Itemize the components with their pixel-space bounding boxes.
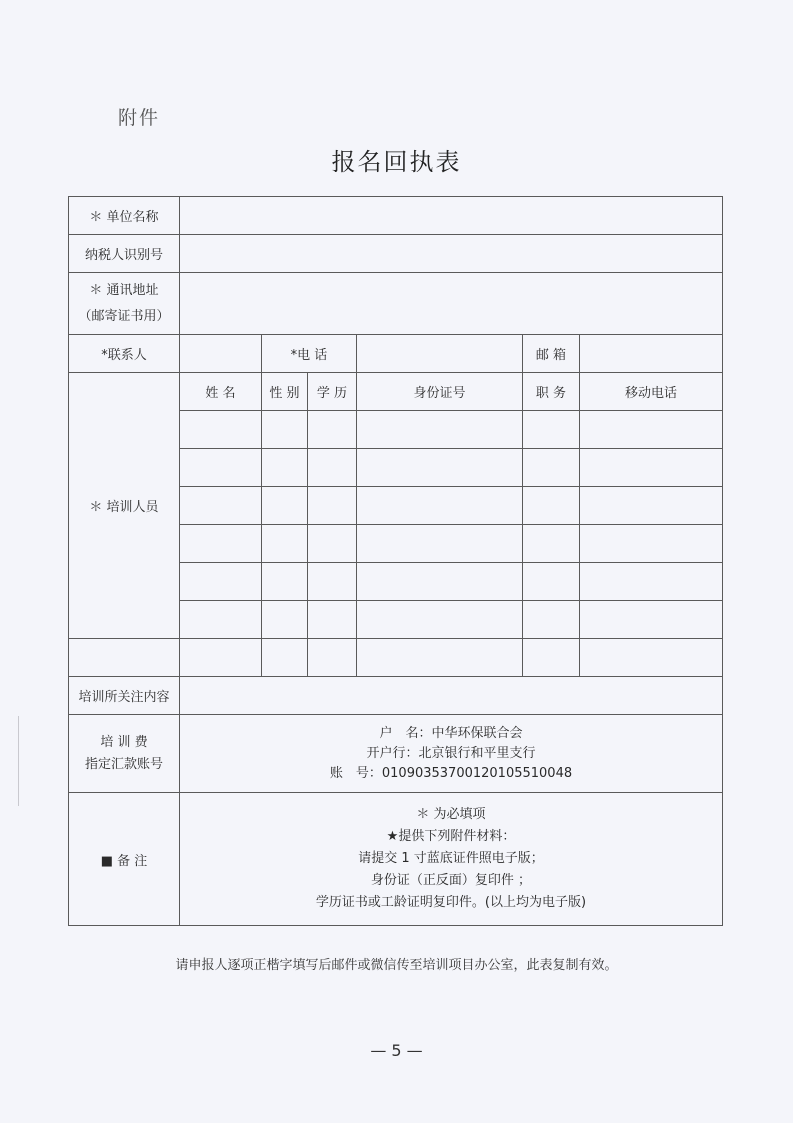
remark-materials: ★提供下列附件材料：: [386, 829, 516, 844]
row-address: [69, 273, 723, 335]
trainee-name-cell[interactable]: [180, 411, 262, 449]
trainee-gender-cell[interactable]: [262, 601, 308, 639]
trainee-position-cell[interactable]: [523, 525, 580, 563]
trainee-gender-cell[interactable]: [262, 411, 308, 449]
account-info: [180, 715, 723, 793]
account-number: 账 号：01090353700120105510048: [329, 765, 573, 781]
trainee-name-cell[interactable]: [180, 525, 262, 563]
col-header-gender: 性 别: [262, 373, 308, 411]
contact-label: *联系人: [69, 335, 180, 373]
row-taxpayer-id: [69, 235, 723, 273]
row-concerns: [69, 677, 723, 715]
trainee-education-cell[interactable]: [308, 563, 357, 601]
trainee-position-cell[interactable]: [523, 563, 580, 601]
trainees-label: ＊ 培训人员: [69, 373, 180, 639]
col-header-name: 姓 名: [180, 373, 262, 411]
remarks-label: ■ 备 注: [69, 793, 180, 926]
extra-education-cell[interactable]: [308, 639, 357, 677]
trainee-id-cell[interactable]: [357, 563, 523, 601]
row-unit-name: [69, 197, 723, 235]
account-bank: 开户行：北京银行和平里支行: [366, 745, 536, 761]
address-label-line1: ＊ 通讯地址: [89, 282, 159, 298]
trainee-id-cell[interactable]: [357, 449, 523, 487]
address-field[interactable]: [180, 273, 723, 335]
phone-field[interactable]: [357, 335, 523, 373]
contact-field[interactable]: [180, 335, 262, 373]
trainee-gender-cell[interactable]: [262, 487, 308, 525]
col-header-position: 职 务: [523, 373, 580, 411]
address-label: [69, 273, 180, 335]
concerns-field[interactable]: [180, 677, 723, 715]
email-label: 邮 箱: [523, 335, 580, 373]
extra-name-cell[interactable]: [180, 639, 262, 677]
footer-note: 请申报人逐项正楷字填写后邮件或微信传至培训项目办公室，此表复制有效。: [175, 958, 618, 973]
remark-required: ＊ 为必填项: [416, 807, 486, 822]
trainee-mobile-cell[interactable]: [580, 487, 723, 525]
page-title: 报名回执表: [331, 148, 462, 176]
unit-name-label: ＊ 单位名称: [69, 197, 180, 235]
trainee-position-cell[interactable]: [523, 601, 580, 639]
trainee-mobile-cell[interactable]: [580, 601, 723, 639]
row-remarks: [69, 793, 723, 926]
trainee-gender-cell[interactable]: [262, 525, 308, 563]
fee-label-line2: 指定汇款账号: [84, 756, 163, 772]
trainee-id-cell[interactable]: [357, 411, 523, 449]
page-number: — 5 —: [370, 1041, 423, 1060]
concerns-label: 培训所关注内容: [69, 677, 180, 715]
remark-certificate: 学历证书或工龄证明复印件。(以上均为电子版): [315, 895, 587, 910]
extra-mobile-cell[interactable]: [580, 639, 723, 677]
trainee-name-cell[interactable]: [180, 487, 262, 525]
email-field[interactable]: [580, 335, 723, 373]
trainee-name-cell[interactable]: [180, 449, 262, 487]
extra-position-cell[interactable]: [523, 639, 580, 677]
trainee-education-cell[interactable]: [308, 601, 357, 639]
trainee-header-row: [69, 373, 723, 411]
trainee-mobile-cell[interactable]: [580, 449, 723, 487]
scan-margin-mark: [18, 716, 19, 806]
col-header-education: 学 历: [308, 373, 357, 411]
trainee-position-cell[interactable]: [523, 449, 580, 487]
row-fee-account: [69, 715, 723, 793]
trainee-name-cell[interactable]: [180, 601, 262, 639]
trainee-position-cell[interactable]: [523, 487, 580, 525]
col-header-mobile: 移动电话: [580, 373, 723, 411]
address-label-line2: （邮寄证书用）: [78, 308, 170, 324]
trainee-gender-cell[interactable]: [262, 563, 308, 601]
registration-form-table: [68, 196, 723, 926]
trainee-education-cell[interactable]: [308, 487, 357, 525]
unit-name-field[interactable]: [180, 197, 723, 235]
row-contact: [69, 335, 723, 373]
fee-label-line1: 培 训 费: [100, 734, 148, 750]
trainee-mobile-cell[interactable]: [580, 411, 723, 449]
extra-label-cell: [69, 639, 180, 677]
trainee-education-cell[interactable]: [308, 449, 357, 487]
extra-row: [69, 639, 723, 677]
extra-id-cell[interactable]: [357, 639, 523, 677]
remarks-content: [180, 793, 723, 926]
trainee-position-cell[interactable]: [523, 411, 580, 449]
trainee-id-cell[interactable]: [357, 487, 523, 525]
fee-label: [69, 715, 180, 793]
col-header-id: 身份证号: [357, 373, 523, 411]
phone-label: *电 话: [262, 335, 357, 373]
extra-gender-cell[interactable]: [262, 639, 308, 677]
trainee-education-cell[interactable]: [308, 411, 357, 449]
account-holder: 户 名：中华环保联合会: [379, 725, 523, 741]
taxpayer-id-label: 纳税人识别号: [69, 235, 180, 273]
trainee-id-cell[interactable]: [357, 525, 523, 563]
trainee-id-cell[interactable]: [357, 601, 523, 639]
trainee-education-cell[interactable]: [308, 525, 357, 563]
trainee-mobile-cell[interactable]: [580, 563, 723, 601]
remark-id-copy: 身份证（正反面）复印件 ；: [370, 873, 532, 888]
trainee-name-cell[interactable]: [180, 563, 262, 601]
remark-photo: 请提交 1 寸蓝底证件照电子版；: [358, 851, 544, 866]
trainee-gender-cell[interactable]: [262, 449, 308, 487]
attachment-label: 附件: [118, 107, 161, 129]
taxpayer-id-field[interactable]: [180, 235, 723, 273]
trainee-mobile-cell[interactable]: [580, 525, 723, 563]
